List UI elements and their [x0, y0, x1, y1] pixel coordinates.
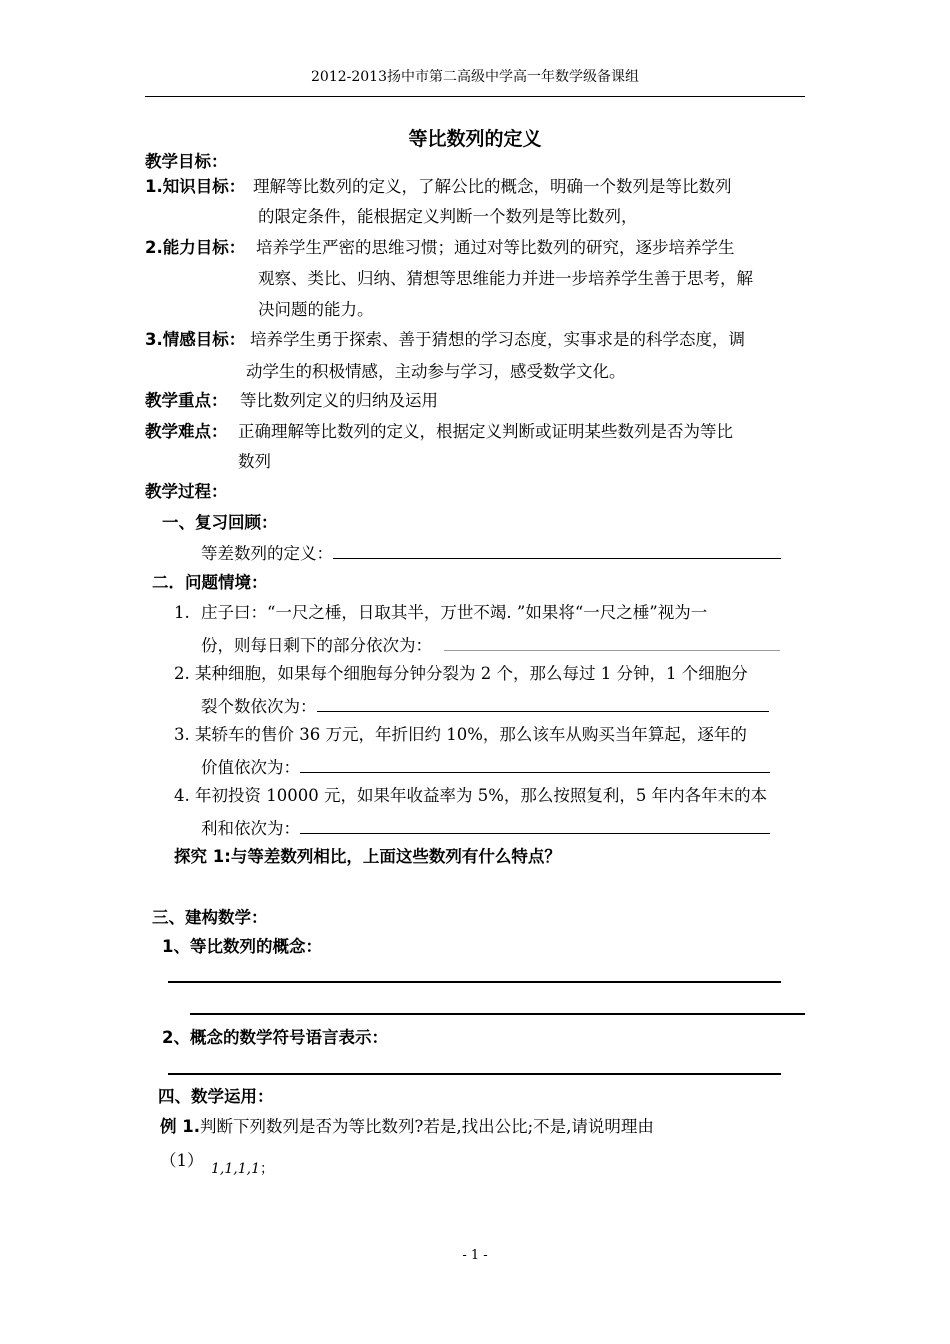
- q4-line-2-row: [201, 817, 770, 839]
- q2-answer-blank[interactable]: [317, 695, 769, 712]
- item-1-end: ；: [259, 1161, 274, 1177]
- concept-heading: 1、等比数列的概念：: [162, 937, 322, 956]
- focus-text: 等比数列定义的归纳及运用: [240, 391, 438, 410]
- ability-line-1: 培养学生严密的思维习惯；通过对等比数列的研究，逐步培养学生: [256, 238, 735, 257]
- symbol-answer-line[interactable]: [168, 1073, 781, 1075]
- ability-line-3: 决问题的能力。: [258, 300, 374, 319]
- q1-answer-blank[interactable]: [444, 634, 780, 651]
- explore-question: 探究 1:与等差数列相比，上面这些数列有什么特点？: [174, 847, 561, 866]
- q3-line-1: 3. 某轿车的售价 36 万元，年折旧约 10%，那么该车从购买当年算起，逐年的: [174, 725, 747, 744]
- example-1-text: 判断下列数列是否为等比数列?若是,找出公比;不是,请说明理由: [200, 1117, 654, 1136]
- q3-line-2-row: [201, 756, 770, 778]
- emotion-line-1: 培养学生勇于探索、善于猜想的学习态度，实事求是的科学态度，调: [250, 330, 745, 349]
- ability-line-2: 观察、类比、归纳、猜想等思维能力并进一步培养学生善于思考，解: [258, 269, 753, 288]
- knowledge-line-2: 的限定条件，能根据定义判断一个数列是等比数列，: [258, 207, 638, 226]
- focus-label: 教学重点：: [145, 391, 228, 410]
- q4-answer-blank[interactable]: [300, 817, 770, 834]
- q4-line-2: 利和依次为：: [201, 819, 300, 838]
- apply-heading: 四、数学运用：: [158, 1087, 274, 1106]
- q2-line-2: 裂个数依次为：: [201, 697, 317, 716]
- symbol-heading: 2、概念的数学符号语言表示：: [162, 1028, 388, 1047]
- item-1-row: [211, 1158, 274, 1178]
- emotion-label: 3.情感目标：: [145, 330, 246, 349]
- construct-heading: 三、建构数学：: [152, 908, 268, 927]
- difficulty-line-2: 数列: [238, 452, 271, 471]
- item-1-label: （1）: [160, 1151, 204, 1170]
- concept-answer-line-2[interactable]: [190, 1013, 805, 1015]
- emotion-line-2: 动学生的积极情感，主动参与学习，感受数学文化。: [246, 362, 626, 381]
- concept-answer-line-1[interactable]: [168, 981, 781, 983]
- header-rule: [145, 96, 805, 97]
- q1-line-2-row: [201, 634, 780, 656]
- q1-number: 1.: [174, 603, 190, 622]
- document-title: 等比数列的定义: [408, 128, 542, 150]
- example-1-label: 例 1.: [160, 1117, 200, 1136]
- item-1-sequence: 1,1,1,1: [211, 1161, 260, 1177]
- difficulty-line-1: 正确理解等比数列的定义，根据定义判断或证明某些数列是否为等比: [238, 422, 733, 441]
- q1-line-1: 庄子曰：“一尺之棰，日取其半，万世不竭. ”如果将“一尺之棰”视为一: [201, 603, 708, 622]
- review-prompt: 等差数列的定义：: [201, 544, 333, 563]
- q3-line-2: 价值依次为：: [201, 758, 300, 777]
- example-1-row: [160, 1117, 654, 1137]
- objectives-heading: 教学目标：: [145, 152, 228, 171]
- review-prompt-row: [201, 542, 781, 564]
- q1-line-2: 份，则每日剩下的部分依次为：: [201, 636, 432, 655]
- ability-label: 2.能力目标：: [145, 238, 246, 257]
- q2-line-2-row: [201, 695, 769, 717]
- page-number: - 1 -: [462, 1248, 488, 1263]
- process-heading: 教学过程：: [145, 482, 228, 501]
- q4-line-1: 4. 年初投资 10000 元，如果年收益率为 5%，那么按照复利，5 年内各年末的本: [174, 786, 768, 805]
- page-header: 2012-2013扬中市第二高级中学高一年数学级备课组: [311, 69, 639, 85]
- q3-answer-blank[interactable]: [300, 756, 770, 773]
- knowledge-label: 1.知识目标：: [145, 177, 246, 196]
- knowledge-line-1: 理解等比数列的定义，了解公比的概念，明确一个数列是等比数列: [253, 177, 732, 196]
- review-answer-blank[interactable]: [333, 542, 781, 559]
- difficulty-label: 教学难点：: [145, 422, 228, 441]
- review-heading: 一、复习回顾：: [162, 513, 278, 532]
- q2-line-1: 2. 某种细胞，如果每个细胞每分钟分裂为 2 个，那么每过 1 分钟，1 个细胞分: [174, 664, 748, 683]
- situation-heading: 二．问题情境：: [152, 573, 268, 592]
